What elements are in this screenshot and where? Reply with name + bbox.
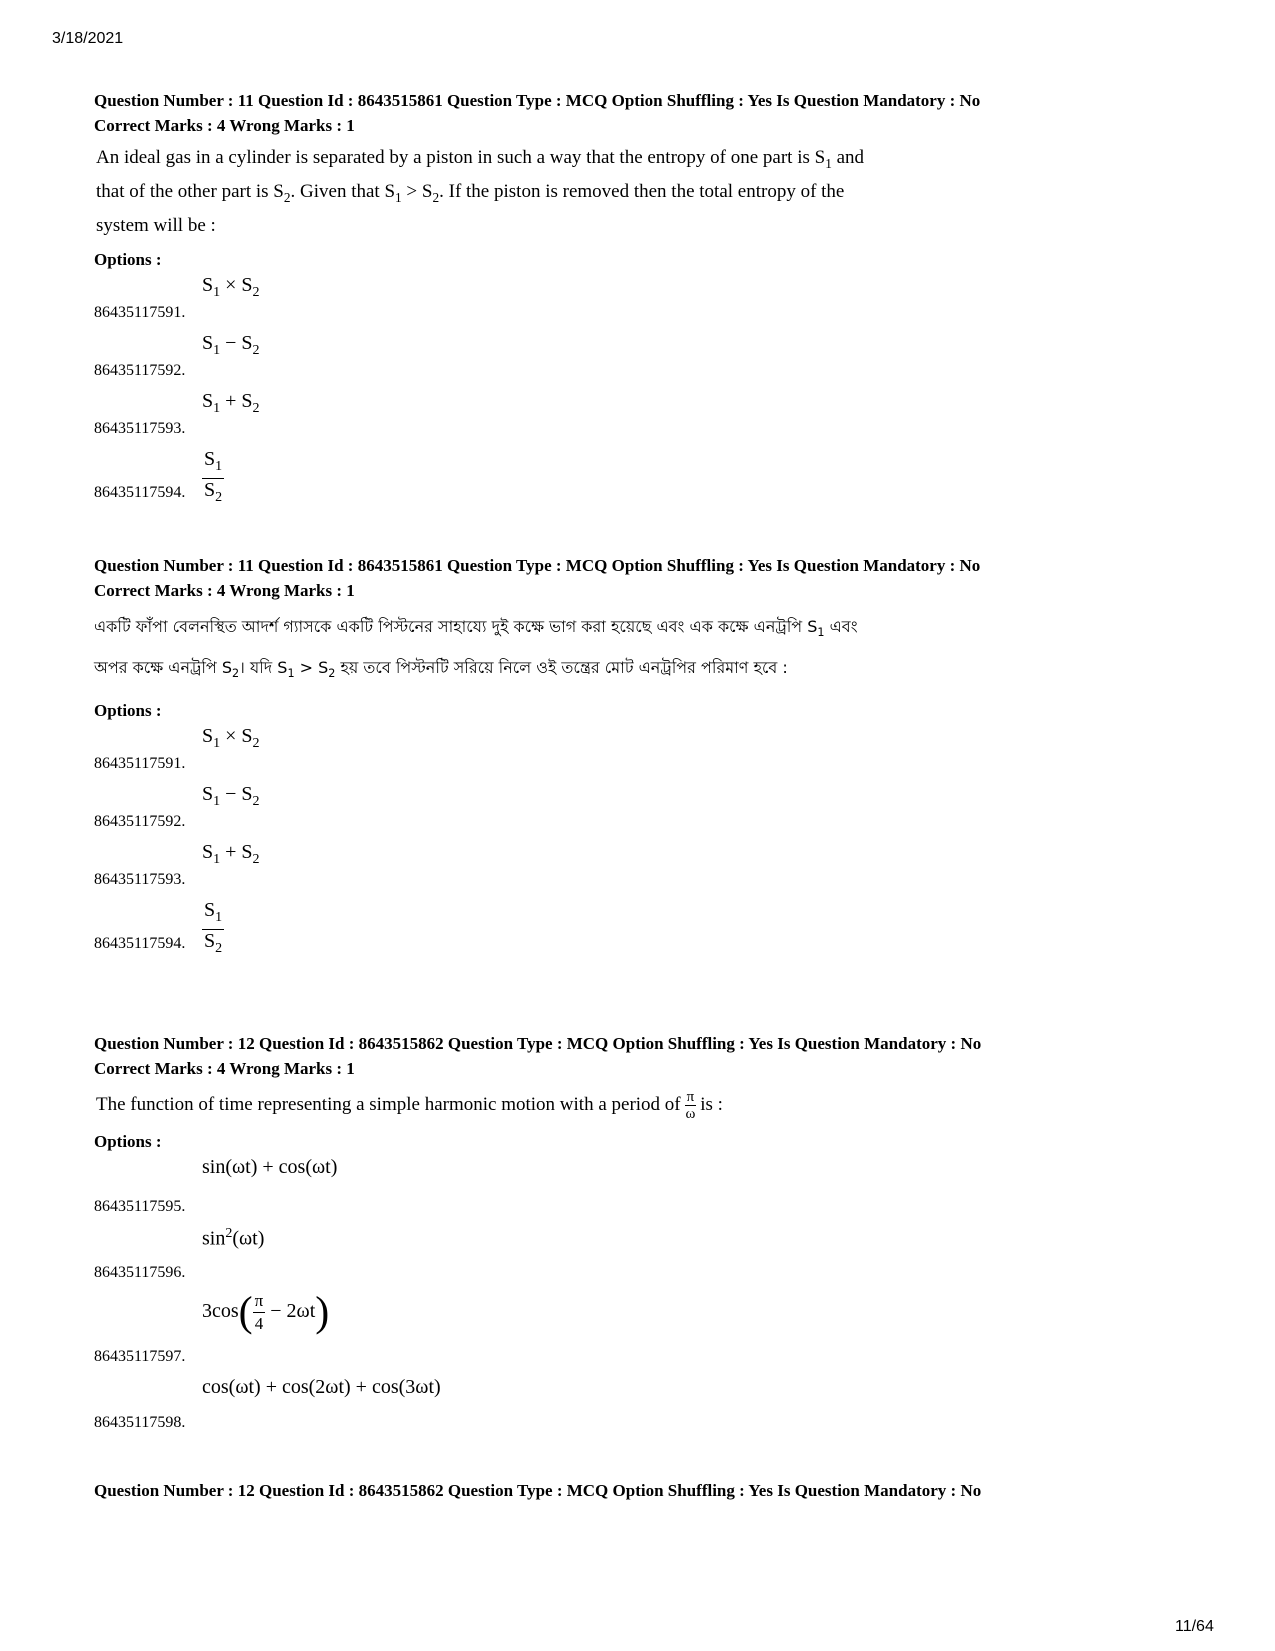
question-block [94, 88, 1194, 508]
option-id: 86435117592. [94, 361, 186, 379]
option-id: 86435117597. [94, 1348, 186, 1365]
question-block [94, 1031, 1194, 1438]
question-marks: Correct Marks : 4 Wrong Marks : 1 [94, 581, 355, 600]
option-row[interactable] [94, 837, 1194, 895]
page-number: 11/64 [1175, 1618, 1214, 1635]
period-fraction: $\frac{\pi}{\omega}$ [685, 1089, 696, 1122]
option-row[interactable] [94, 721, 1194, 779]
option-value: $S_1 \times S_2$ [202, 273, 260, 300]
question-marks: Correct Marks : 4 Wrong Marks : 1 [94, 116, 355, 135]
option-value: $\sin^2(\omega t)$ [202, 1226, 265, 1250]
option-value: $S_1 - S_2$ [202, 331, 260, 358]
option-value: cos(ωt) + cos(2ωt) + cos(3ωt) [202, 1376, 441, 1398]
option-row[interactable] [94, 779, 1194, 837]
option-value: $S_1 + S_2$ [202, 841, 260, 868]
question-block [94, 553, 1194, 959]
option-id: 86435117598. [94, 1414, 186, 1431]
question-block [94, 1478, 1194, 1503]
question-meta: Question Number : 12 Question Id : 8643515862 Question Type : MCQ Option Shuffling : Yes Is Question Mandatory : No [94, 1481, 982, 1500]
option-value: $S_1 + S_2$ [202, 389, 260, 416]
option-row[interactable] [94, 270, 1194, 328]
option-row[interactable] [94, 1152, 1194, 1222]
question-stem: An ideal gas in a cylinder is separated by a piston in such a way that the entropy of one part is $S_1$ and that of the other part is $S_2$. Given that $S_1 > S_2$. If the piston is removed then the total entropy of the system will be : [96, 147, 865, 236]
option-row[interactable] [94, 444, 1194, 508]
option-value: $S_1 - S_2$ [202, 783, 260, 810]
option-row[interactable] [94, 1222, 1194, 1288]
option-value: 3cos( $\frac{\pi}{4}$ − 2ωt) [202, 1289, 330, 1336]
option-id: 86435117594. [94, 935, 186, 953]
option-row[interactable] [94, 1372, 1194, 1438]
option-row[interactable] [94, 1288, 1194, 1372]
option-row[interactable] [94, 386, 1194, 444]
question-meta: Question Number : 11 Question Id : 8643515861 Question Type : MCQ Option Shuffling : Yes Is Question Mandatory : No [94, 91, 981, 110]
option-id: 86435117595. [94, 1198, 186, 1215]
option-id: 86435117594. [94, 483, 186, 501]
question-meta: Question Number : 11 Question Id : 8643515861 Question Type : MCQ Option Shuffling : Yes Is Question Mandatory : No [94, 556, 981, 575]
option-id: 86435117593. [94, 871, 186, 889]
option-id: 86435117596. [94, 1264, 186, 1281]
question-meta: Question Number : 12 Question Id : 8643515862 Question Type : MCQ Option Shuffling : Yes Is Question Mandatory : No [94, 1034, 982, 1053]
option-row[interactable] [94, 328, 1194, 386]
question-marks: Correct Marks : 4 Wrong Marks : 1 [94, 1059, 355, 1078]
question-stem: একটি ফাঁপা বেলনস্থিত আদর্শ গ্যাসকে একটি পিস্টনের সাহায্যে দুই কক্ষে ভাগ করা হয়েছে এবং এক কক্ষে এনট্রপি $S_1$ এবং অপর কক্ষে এনট্রপি $S_2।$ যদি $S_1 > S_2$ হয় তবে পিস্টনটি সরিয়ে নিলে ওই তন্ত্রের মোট এনট্রপির পরিমাণ হবে : [94, 617, 858, 681]
option-id: 86435117591. [94, 303, 186, 321]
option-id: 86435117591. [94, 755, 186, 773]
question-stem: The function of time representing a simple harmonic motion with a period of $\frac{\pi}{\omega}$ is : [96, 1089, 723, 1122]
option-value: sin(ωt) + cos(ωt) [202, 1156, 338, 1178]
option-value: $S_1 \times S_2$ [202, 725, 260, 752]
print-date: 3/18/2021 [52, 30, 124, 47]
options-label: Options : [94, 249, 162, 269]
options-label: Options : [94, 1132, 162, 1151]
option-id: 86435117592. [94, 813, 186, 831]
option-id: 86435117593. [94, 419, 186, 437]
option-value: $\frac{S_1}{S_2}$ [204, 447, 223, 505]
options-label: Options : [94, 701, 162, 721]
option-row[interactable] [94, 895, 1194, 959]
option-value: $\frac{S_1}{S_2}$ [204, 899, 223, 957]
